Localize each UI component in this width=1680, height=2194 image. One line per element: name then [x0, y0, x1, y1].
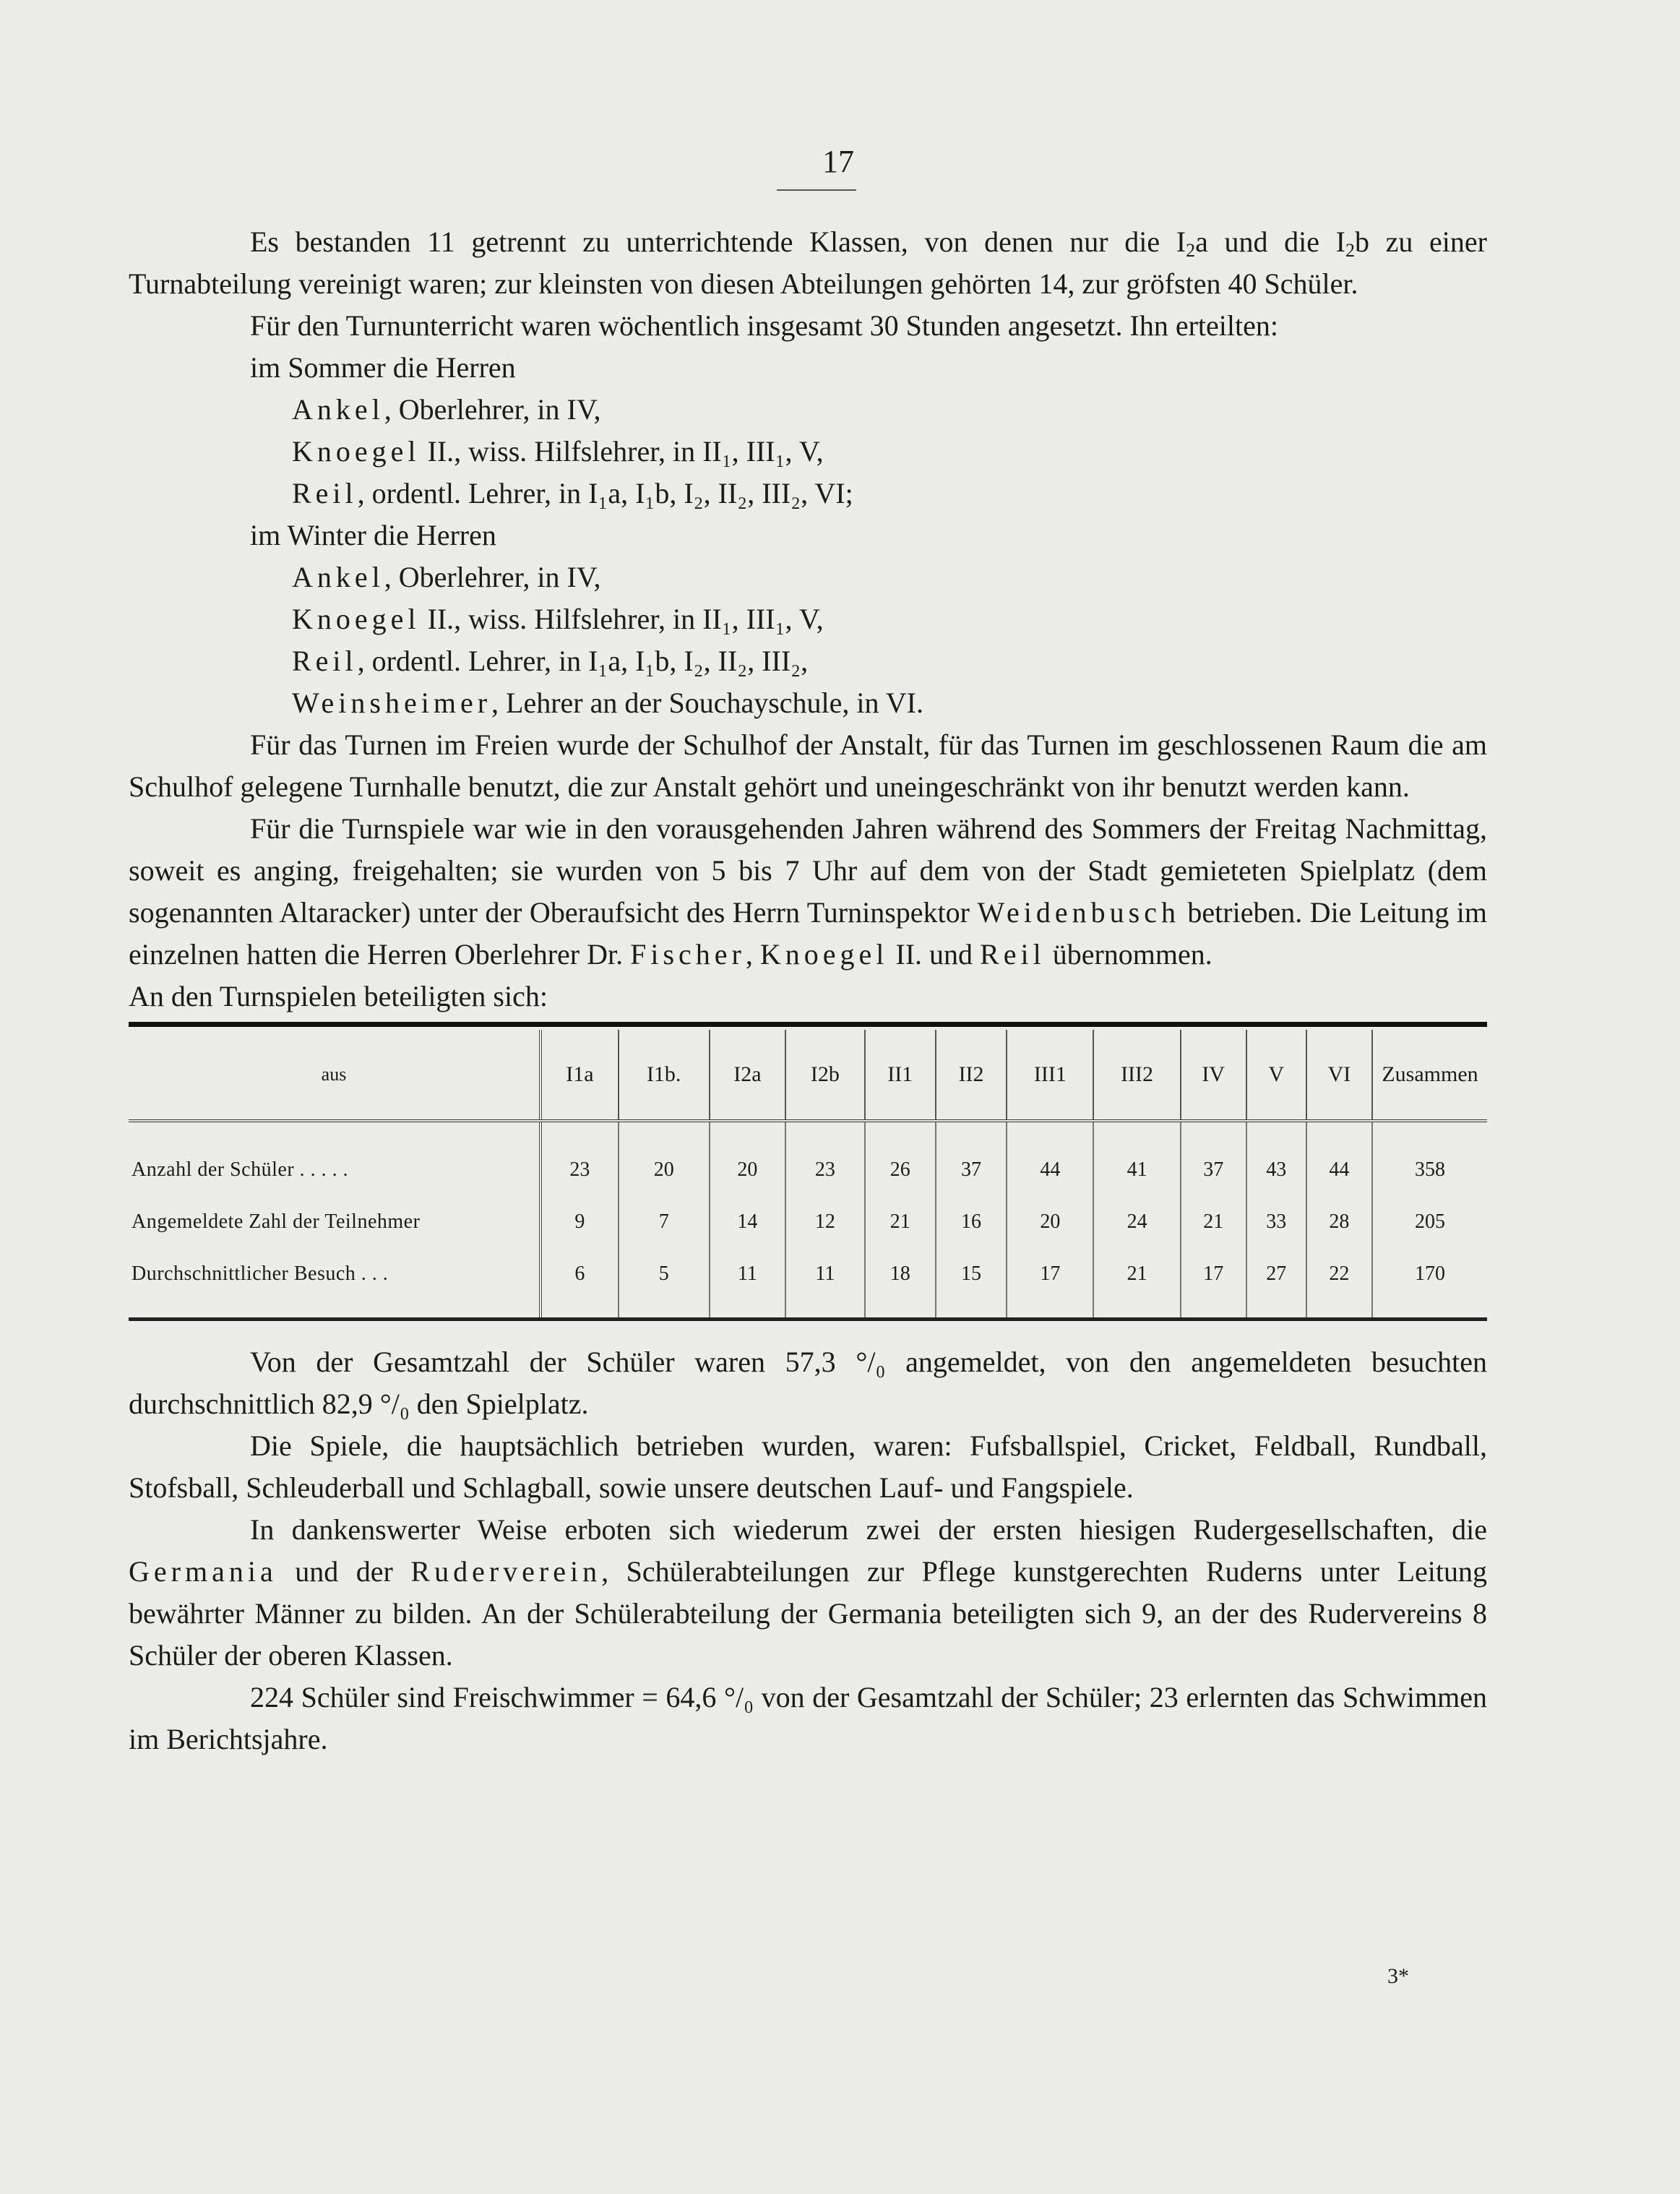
summer-teacher: Knoegel II., wiss. Hilfslehrer, in II₁, III₁, V, — [292, 435, 824, 468]
column-header: IV — [1181, 1030, 1246, 1121]
table-cell: 358 — [1372, 1121, 1487, 1196]
table-cell: 11 — [710, 1248, 786, 1317]
paragraph-rowing: In dankenswerter Weise erboten sich wiederum zwei der ersten hiesigen Rudergesellschaften, die Germania und der Ruderverein, Schülerabteilungen zur Pflege kunstgerechten Ruderns unter Leitung bewährter Männer zu bilden. An der Schülerabteilung der Germania beteiligten sich 9, an der des Rudervereins 8 Schüler der oberen Klassen. — [129, 1513, 1487, 1672]
paragraph-hours: Für den Turnunterricht waren wöchentlich insgesamt 30 Stunden angesetzt. Ihn erteilten: — [250, 309, 1279, 342]
table-cell: 21 — [865, 1196, 936, 1248]
table-cell: 16 — [936, 1196, 1007, 1248]
column-header: I1a — [540, 1030, 619, 1121]
table-cell: 20 — [710, 1121, 786, 1196]
table-cell: 22 — [1306, 1248, 1372, 1317]
table-row — [129, 1196, 1487, 1248]
table-cell: 20 — [1007, 1196, 1093, 1248]
column-header: I2b — [785, 1030, 864, 1121]
paragraph-percentages: Von der Gesamtzahl der Schüler waren 57,3 °/₀ angemeldet, von den angemeldeten besuchten durchschnittlich 82,9 °/₀ den Spielplatz. — [129, 1346, 1487, 1420]
table-cell: 26 — [865, 1121, 936, 1196]
table-cell: 20 — [619, 1121, 710, 1196]
paragraph-classes: Es bestanden 11 getrennt zu unterrichtende Klassen, von denen nur die $I_2a$ und die $I_2b$ zu einer Turnabteilung vereinigt waren; zur kleinsten von diesen Abteilungen gehörten 14, zur gröfsten 40 Schüler. — [129, 225, 1487, 300]
column-header: I2a — [710, 1030, 786, 1121]
column-header: V — [1246, 1030, 1306, 1121]
row-label: Durchschnittlicher Besuch . . . — [132, 1262, 389, 1285]
table-cell: 43 — [1246, 1121, 1306, 1196]
table-caption: An den Turnspielen beteiligten sich: — [129, 980, 548, 1012]
table-cell: 28 — [1306, 1196, 1372, 1248]
table-cell: 33 — [1246, 1196, 1306, 1248]
summer-teacher: Reil, ordentl. Lehrer, in I₁a, I₁b, I₂, II₂, III₂, VI; — [292, 477, 853, 509]
table-cell: 21 — [1181, 1196, 1246, 1248]
table-cell: 17 — [1181, 1248, 1246, 1317]
row-label: Anzahl der Schüler . . . . . — [132, 1158, 349, 1181]
table-cell: 6 — [540, 1248, 619, 1317]
table-cell: 9 — [540, 1196, 619, 1248]
summer-teacher-list — [129, 389, 1487, 515]
column-header: II2 — [936, 1030, 1007, 1121]
table-cell: 18 — [865, 1248, 936, 1317]
winter-teacher: Weinsheimer, Lehrer an der Souchayschule, in VI. — [292, 687, 923, 719]
table-cell: 170 — [1372, 1248, 1487, 1317]
paragraph-games-schedule: Für die Turnspiele war wie in den vorausgehenden Jahren während des Sommers der Freitag Nachmittag, soweit es anging, freigehalten; sie wurden von 5 bis 7 Uhr auf dem von der Stadt gemieteten Spielplatz (dem sogenannten Altaracker) unter der Oberaufsicht des Herrn Turninspektor Weidenbusch betrieben. Die Leitung im einzelnen hatten die Herren Oberlehrer Dr. Fischer, Knoegel II. und Reil übernommen. — [129, 812, 1487, 971]
summer-heading: im Sommer die Herren — [250, 351, 516, 384]
table-cell: 21 — [1093, 1248, 1180, 1317]
table-cell: 15 — [936, 1248, 1007, 1317]
winter-teacher: Knoegel II., wiss. Hilfslehrer, in II₁, III₁, V, — [292, 603, 824, 635]
table-cell: 44 — [1007, 1121, 1093, 1196]
winter-teacher: Reil, ordentl. Lehrer, in I₁a, I₁b, I₂, II₂, III₂, — [292, 645, 809, 677]
table-cell: 17 — [1007, 1248, 1093, 1317]
paragraph-facilities: Für das Turnen im Freien wurde der Schulhof der Anstalt, für das Turnen im geschlossenen Raum die am Schulhof gelegene Turnhalle benutzt, die zur Anstalt gehört und uneingeschränkt von ihr benutzt werden kann. — [129, 728, 1487, 803]
winter-teacher: Ankel, Oberlehrer, in IV, — [292, 561, 601, 593]
signature-mark: 3* — [1387, 1964, 1409, 1988]
table-cell: 5 — [619, 1248, 710, 1317]
table-row — [129, 1248, 1487, 1317]
paragraph-games-list: Die Spiele, die hauptsächlich betrieben wurden, waren: Fufsballspiel, Cricket, Feldball, Rundball, Stofsball, Schleuderball und Schlagball, sowie unsere deutschen Lauf- und Fangspiele. — [129, 1429, 1487, 1504]
column-header: aus — [129, 1030, 540, 1121]
table-cell: 7 — [619, 1196, 710, 1248]
table-cell: 11 — [785, 1248, 864, 1317]
participation-table-wrap — [129, 1022, 1487, 1321]
winter-teacher-list — [129, 556, 1487, 724]
table-spacer — [129, 1321, 1487, 1341]
table-cell: 27 — [1246, 1248, 1306, 1317]
participation-table — [129, 1030, 1487, 1317]
table-cell: 205 — [1372, 1196, 1487, 1248]
table-row — [129, 1121, 1487, 1196]
table-cell: 23 — [785, 1121, 864, 1196]
page-number-rule — [777, 189, 856, 191]
column-header: VI — [1306, 1030, 1372, 1121]
column-header: Zusammen — [1372, 1030, 1487, 1121]
paragraph-swimming: 224 Schüler sind Freischwimmer = 64,6 °/₀ von der Gesamtzahl der Schüler; 23 erlernten das Schwimmen im Berichtsjahre. — [129, 1681, 1487, 1755]
column-header: II1 — [865, 1030, 936, 1121]
table-cell: 37 — [936, 1121, 1007, 1196]
table-header-row — [129, 1030, 1487, 1121]
table-cell: 23 — [540, 1121, 619, 1196]
table-cell: 41 — [1093, 1121, 1180, 1196]
table-cell: 14 — [710, 1196, 786, 1248]
body-text — [129, 221, 1487, 1760]
page-number: 17 — [822, 144, 854, 179]
column-header: III1 — [1007, 1030, 1093, 1121]
table-cell: 44 — [1306, 1121, 1372, 1196]
summer-teacher: Ankel, Oberlehrer, in IV, — [292, 393, 601, 426]
table-cell: 12 — [785, 1196, 864, 1248]
winter-heading: im Winter die Herren — [250, 519, 496, 551]
column-header: III2 — [1093, 1030, 1180, 1121]
row-label: Angemeldete Zahl der Teilnehmer — [132, 1210, 421, 1233]
table-cell: 37 — [1181, 1121, 1246, 1196]
column-header: I1b. — [619, 1030, 710, 1121]
table-cell: 24 — [1093, 1196, 1180, 1248]
